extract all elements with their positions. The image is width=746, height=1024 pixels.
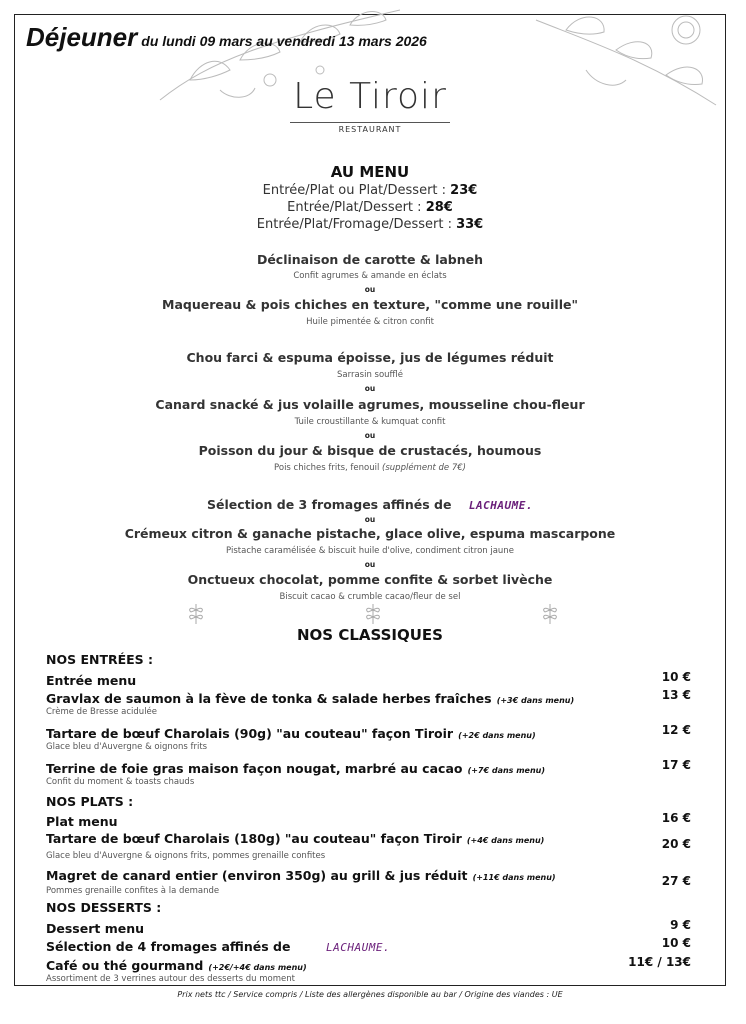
au-menu-title: AU MENU [330,163,410,181]
item-description: Glace bleu d'Auvergne & oignons frits, pommes grenaille confites [46,851,326,861]
item-price: 20 € [661,837,691,851]
sprig-icon [360,600,386,626]
formula-price-line: Entrée/Plat ou Plat/Dessert : 23€ [262,183,478,198]
dish-description: Biscuit cacao & crumble cacao/fleur de sel [279,592,461,602]
or-separator: ou [364,384,376,393]
lachaume-brand: LACHAUME. [468,499,533,512]
item-price: 9 € [670,918,691,932]
dish-description: Tuile croustillante & kumquat confit [294,417,446,427]
dish-description: Confit agrumes & amande en éclats [293,271,447,281]
dish-description: Huile pimentée & citron confit [306,317,434,327]
section-plats-title: NOS PLATS : [46,794,134,809]
item-description: Glace bleu d'Auvergne & oignons frits [46,742,208,752]
sprig-icon [537,600,563,626]
au-menu-prices [14,182,726,233]
menu-item: Café ou thé gourmand (+2€/+4€ dans menu) 11€ / 13€ Assortiment de 3 verrines autour des desserts du moment [46,955,691,984]
menu-dates: du lundi 09 mars au vendredi 13 mars 2026 [141,33,427,49]
floral-decoration-right [526,0,726,110]
item-description: Crème de Bresse acidulée [46,707,158,717]
logo-subtitle: RESTAURANT [338,125,402,134]
dish-name: Déclinaison de carotte & labneh [256,252,484,267]
lachaume-brand: LACHAUME. [326,941,391,954]
item-price: 13 € [661,688,691,702]
item-price: 10 € [661,670,691,684]
dish-name: Poisson du jour & bisque de crustacés, houmous [198,443,542,458]
item-price: 11€ / 13€ [628,955,691,969]
menu-supplement-note: (+3€ dans menu) [496,696,575,705]
dish-name: Maquereau & pois chiches en texture, "comme une rouille" [162,297,578,312]
dish-name: Chou farci & espuma époisse, jus de légumes réduit [186,350,554,365]
section-desserts-title: NOS DESSERTS : [46,900,162,915]
item-price: 12 € [661,723,691,737]
menu-item: Plat menu 16 € [46,811,691,829]
menu-supplement-note: (+2€ dans menu) [458,731,536,740]
menu-item: Magret de canard entier (environ 350g) au grill & jus réduit (+11€ dans menu) 27 € Pommes grenaille confites à la demande [46,868,691,896]
menu-item: Dessert menu 9 € [46,918,691,936]
menu-item: Tartare de bœuf Charolais (90g) "au couteau" façon Tiroir (+2€ dans menu) 12 € Glace bleu d'Auvergne & oignons frits [46,723,691,752]
menu-supplement-note: (+2€/+4€ dans menu) [208,963,307,972]
or-separator: ou [364,515,376,524]
menu-item: Entrée menu 10 € [46,670,691,688]
logo-divider [290,122,450,123]
dish-description: Pistache caramélisée & biscuit huile d'olive, condiment citron jaune [226,546,514,556]
menu-item: Tartare de bœuf Charolais (180g) "au couteau" façon Tiroir (+4€ dans menu) 20 € Glace bleu d'Auvergne & oignons frits, pommes grenaille confites [46,831,691,861]
restaurant-logo [290,78,450,134]
menu-title: Déjeuner [26,22,138,52]
menu-item: Terrine de foie gras maison façon nougat, marbré au cacao (+7€ dans menu) 17 € Confit du moment & toasts chauds [46,758,691,787]
or-separator: ou [364,431,376,440]
item-description: Pommes grenaille confites à la demande [46,886,220,896]
logo-name: Le Tiroir [293,76,447,117]
item-description: Assortiment de 3 verrines autour des desserts du moment [46,974,295,984]
dish-description: Pois chiches frits, fenouil (supplément de 7€) [274,463,466,473]
or-separator: ou [364,560,376,569]
menu-supplement-note: (+7€ dans menu) [467,766,546,775]
menu-item: Gravlax de saumon à la fève de tonka & salade herbes fraîches (+3€ dans menu) 13 € Crème de Bresse acidulée [46,688,691,717]
menu-header [26,22,427,53]
item-price: 27 € [661,874,691,888]
formula-price-line: Entrée/Plat/Dessert : 28€ [287,200,453,215]
dish-description: Sarrasin soufflé [337,370,403,380]
menu-footer: Prix nets ttc / Service compris / Liste des allergènes disponible au bar / Origine des viandes : UE [177,990,563,999]
item-description: Confit du moment & toasts chauds [46,777,195,787]
section-entrees-title: NOS ENTRÉES : [46,652,154,667]
menu-item: Sélection de 4 fromages affinés de LACHAUME. 10 € [46,936,691,954]
dish-name: Crémeux citron & ganache pistache, glace olive, espuma mascarpone [124,526,616,541]
dish-name: Onctueux chocolat, pomme confite & sorbet livèche [187,572,553,587]
sprig-icon [183,600,209,626]
dish-name: Sélection de 3 fromages affinés de LACHAUME. [207,497,533,512]
classiques-title: NOS CLASSIQUES [296,626,443,644]
formula-price-line: Entrée/Plat/Fromage/Dessert : 33€ [256,217,484,232]
dish-name: Canard snacké & jus volaille agrumes, mousseline chou-fleur [155,397,585,412]
menu-supplement-note: (+4€ dans menu) [466,836,545,845]
item-price: 10 € [661,936,691,950]
item-price: 17 € [661,758,691,772]
menu-supplement-note: (+11€ dans menu) [472,873,556,882]
item-price: 16 € [661,811,691,825]
or-separator: ou [364,285,376,294]
